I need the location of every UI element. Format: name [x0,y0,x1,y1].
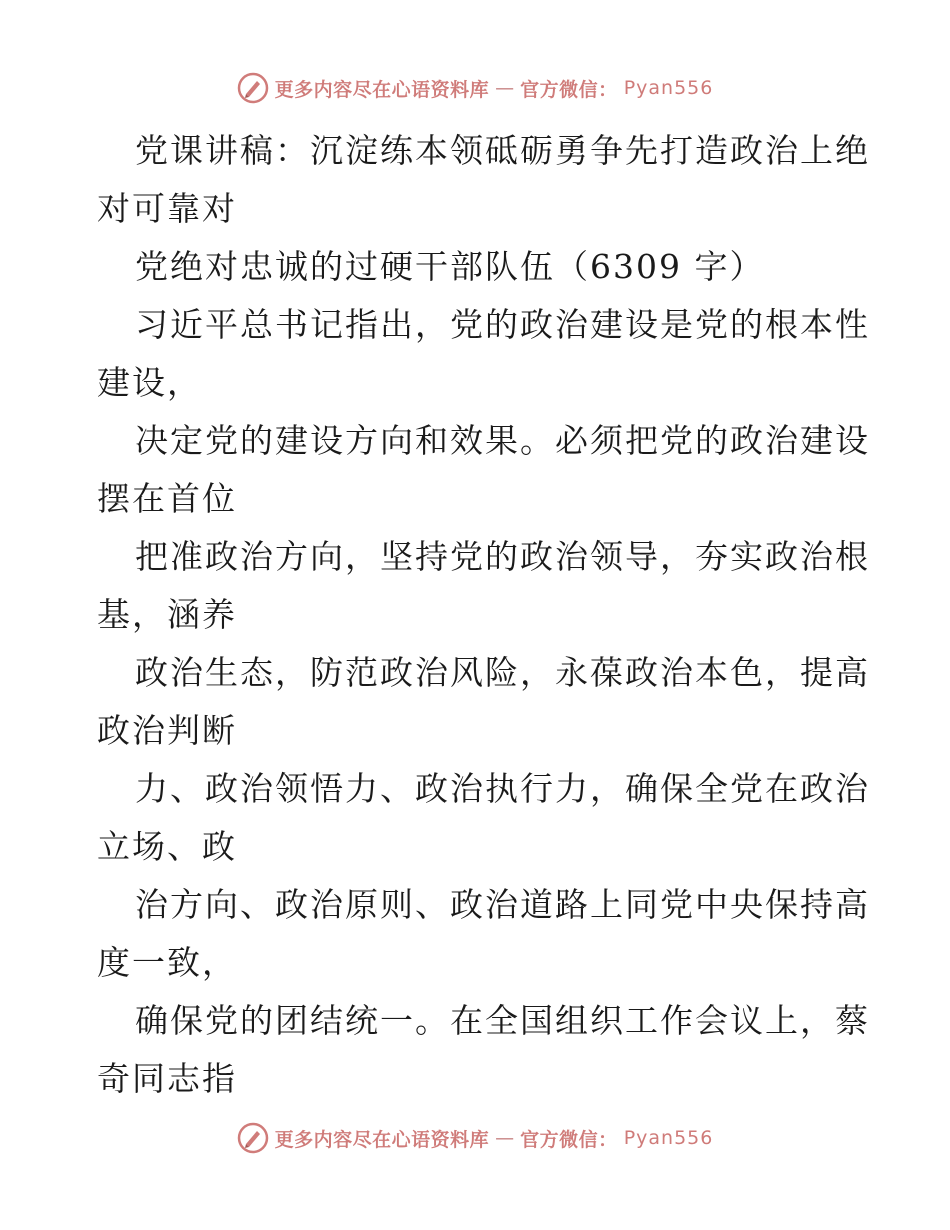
watermark-site-text: 更多内容尽在心语资料库 [274,1128,490,1151]
document-title-line-3: 党绝对忠诚的过硬干部队伍（6309 字） [135,247,765,286]
document-title-line-1: 党课讲稿：沉淀练本领砥砺勇争先打造政治上绝 [135,131,870,170]
paragraph-line: 奇同志指 [97,1059,237,1098]
watermark-wechat-id: Pyan556 [623,77,714,99]
paragraph-line: 摆在首位 [97,479,237,518]
pen-seal-logo-icon [237,72,269,104]
watermark-dash: — [495,77,515,99]
header-watermark [0,72,950,104]
paragraph-line: 基，涵养 [97,595,237,634]
paragraph-line: 政治生态，防范政治风险，永葆政治本色，提高 [135,653,870,692]
paragraph-line: 确保党的团结统一。在全国组织工作会议上，蔡 [135,1001,870,1040]
watermark-site-text: 更多内容尽在心语资料库 [274,78,490,101]
watermark-wechat-label: 官方微信： [520,78,618,101]
paragraph-line: 把准政治方向，坚持党的政治领导，夯实政治根 [135,537,870,576]
paragraph-line: 度一致， [97,943,237,982]
paragraph-line: 建设， [97,363,202,402]
paragraph-line: 立场、政 [97,827,237,866]
paragraph-line: 政治判断 [97,711,237,750]
watermark-wechat-id: Pyan556 [623,1127,714,1149]
watermark-dash: — [495,1127,515,1149]
footer-watermark [0,1122,950,1154]
pen-seal-logo-icon [237,1122,269,1154]
watermark-wechat-label: 官方微信： [520,1128,618,1151]
paragraph-line: 力、政治领悟力、政治执行力，确保全党在政治 [135,769,870,808]
paragraph-line: 习近平总书记指出，党的政治建设是党的根本性 [135,305,870,344]
document-title-line-2: 对可靠对 [97,189,237,228]
paragraph-line: 治方向、政治原则、政治道路上同党中央保持高 [135,885,870,924]
document-body [97,122,870,1108]
paragraph-line: 决定党的建设方向和效果。必须把党的政治建设 [135,421,870,460]
